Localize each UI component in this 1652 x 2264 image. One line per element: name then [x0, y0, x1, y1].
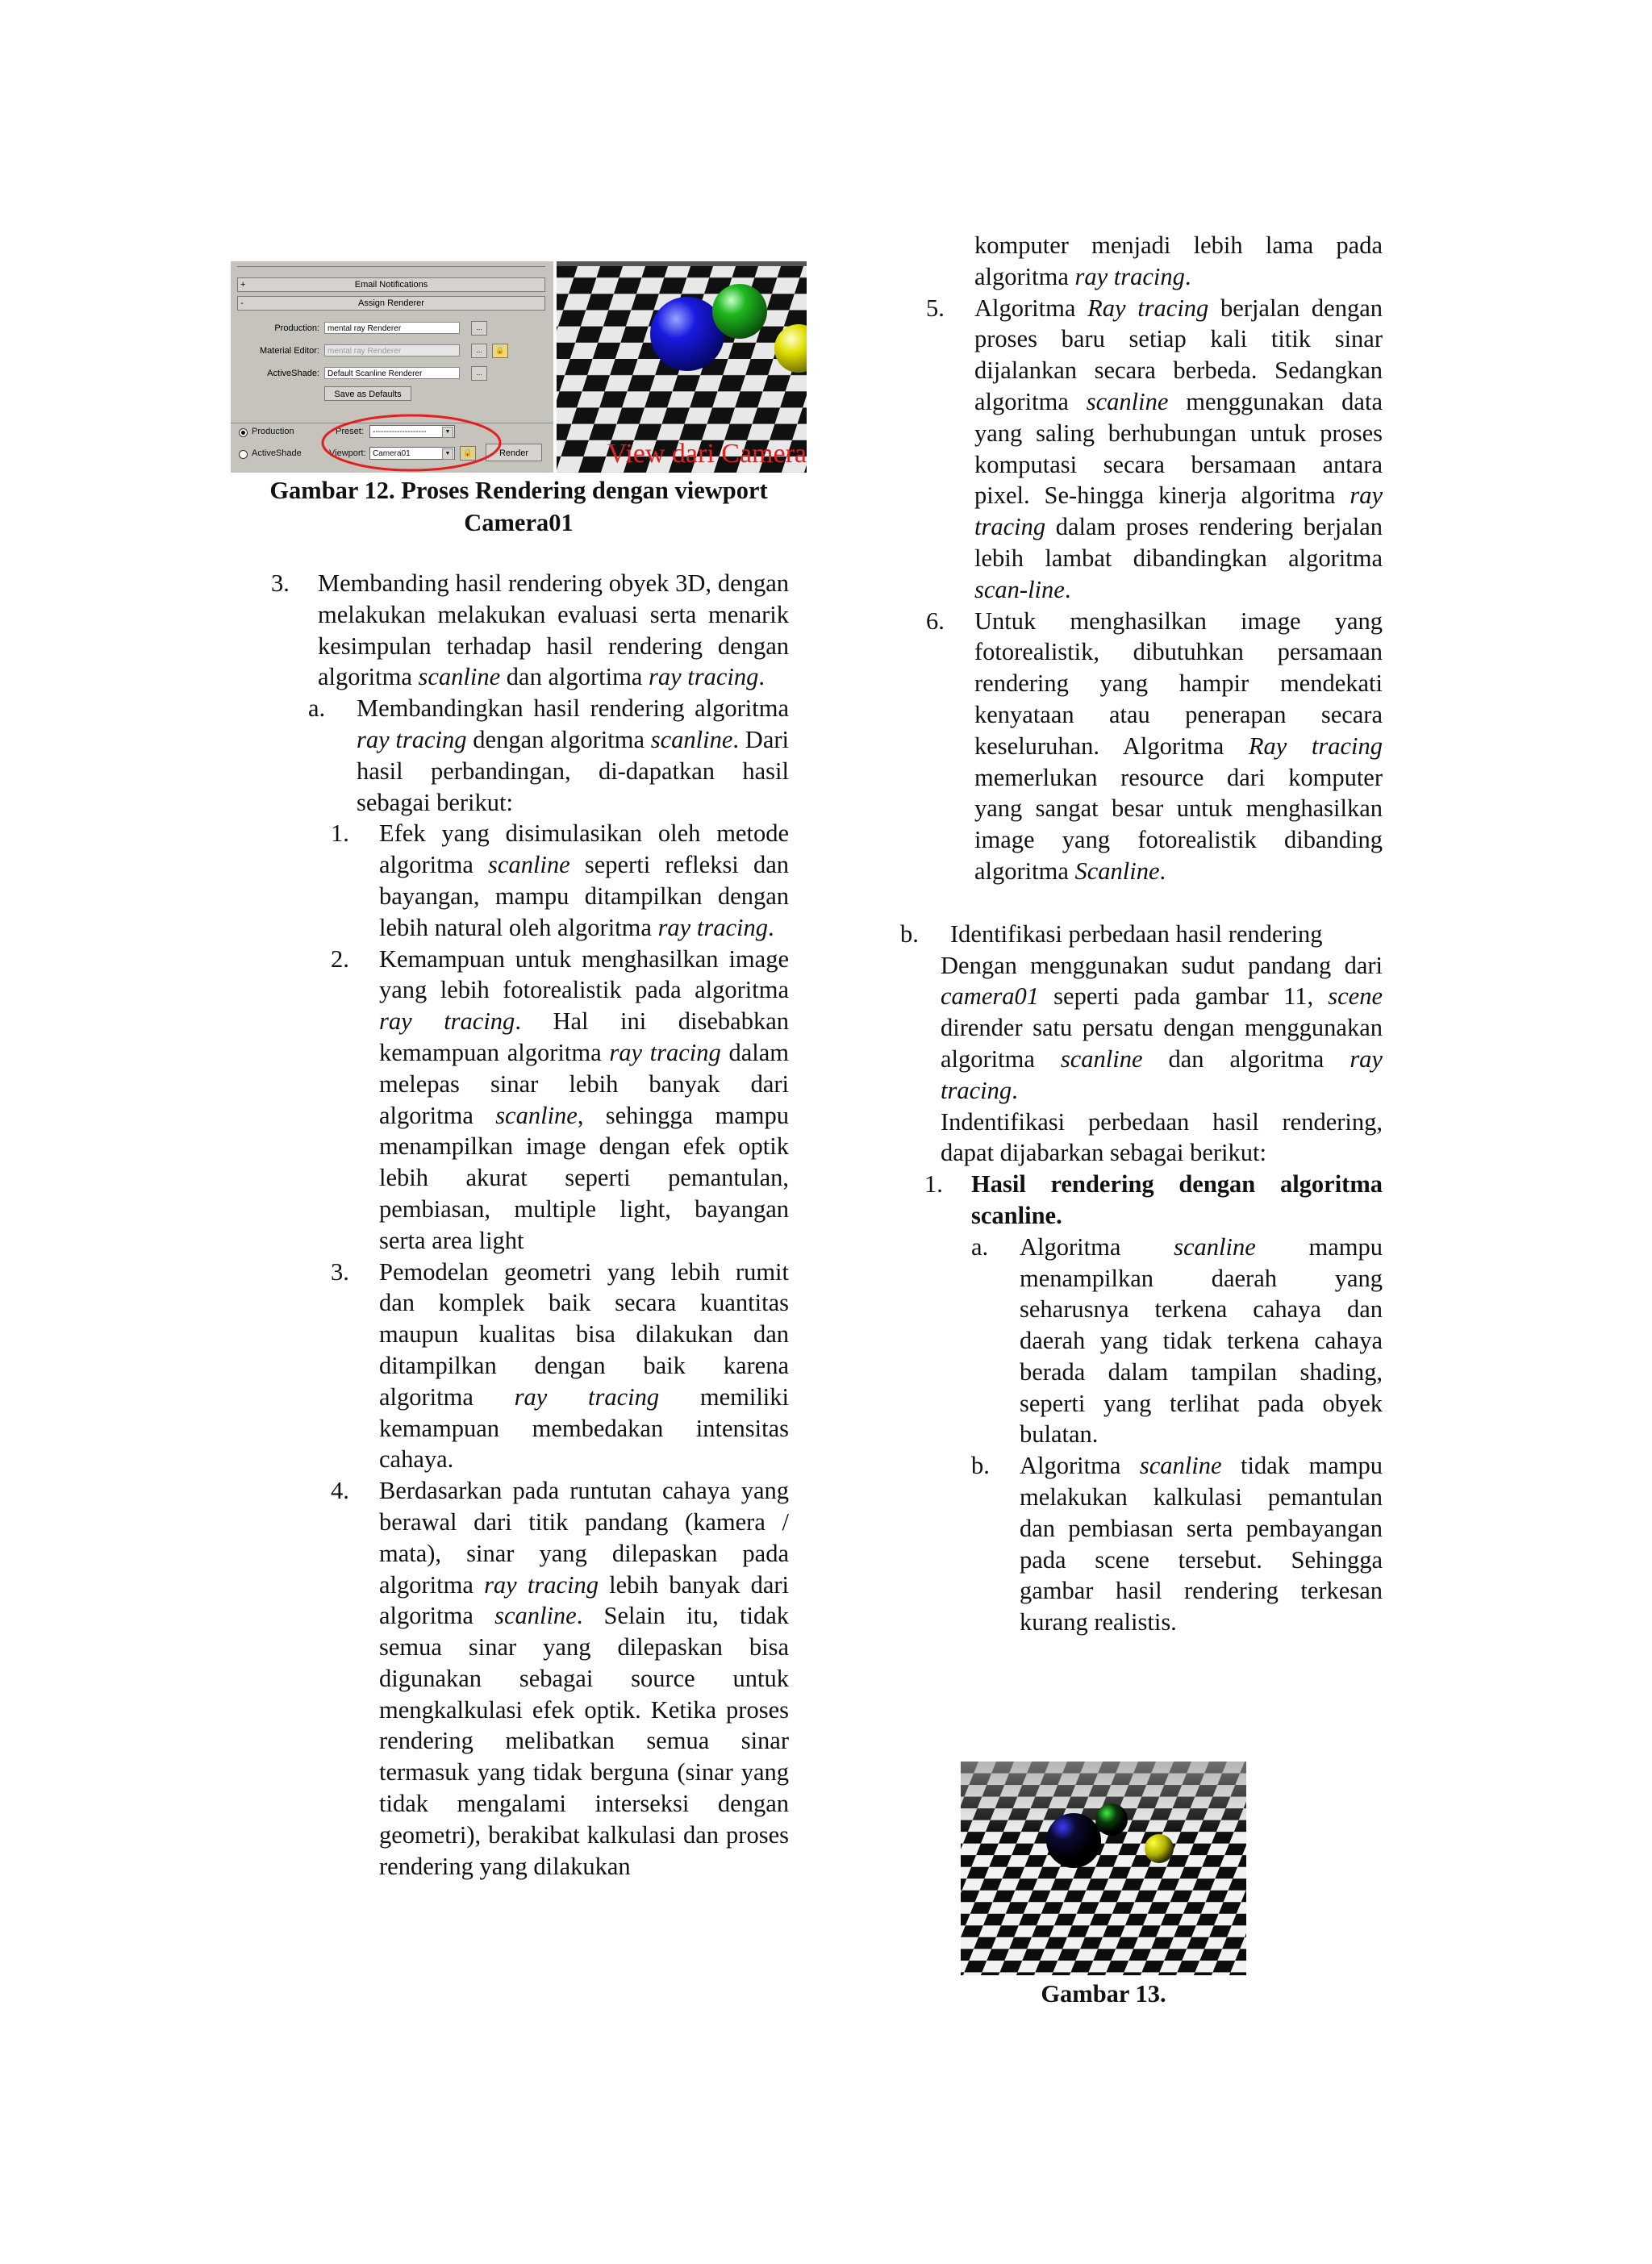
list-item-2: [266, 944, 789, 1257]
production-radio-label: Production: [252, 427, 294, 436]
figure-13-caption: Gambar 13.: [1041, 1980, 1166, 2008]
figure-13: [961, 1762, 1246, 1975]
item-number: 6.: [926, 607, 945, 635]
scanline-render-image: [961, 1762, 1246, 1975]
result-item-a: [895, 1232, 1383, 1451]
list-item-6: [895, 606, 1383, 887]
paragraph: Algoritma scanline mampu menampilkan daerah yang seharusnya terkena cahaya dan daerah yang tidak terkena cahaya berada dalam tampilan shading, seperti yang terlihat pada obyek bulatan.: [1020, 1232, 1383, 1449]
blue-sphere: [1046, 1813, 1101, 1868]
section-heading: Identifikasi perbedaan hasil rendering: [950, 919, 1323, 948]
chevron-down-icon: ▼: [442, 448, 453, 460]
result-item-b: [895, 1450, 1383, 1638]
yellow-sphere: [1145, 1834, 1174, 1863]
viewport-lock-icon[interactable]: 🔒: [460, 446, 476, 461]
result-heading: Hasil rendering dengan algoritma scanline.: [971, 1170, 1383, 1229]
item-number: 4.: [331, 1477, 349, 1505]
list-item-a: [266, 693, 789, 818]
item-letter: b.: [900, 919, 919, 948]
item-number: 1.: [331, 819, 349, 848]
camera-viewport: [557, 261, 807, 473]
right-column: [895, 230, 1383, 1638]
paragraph: Untuk menghasilkan image yang fotorealistik, dibutuhkan persamaan rendering yang hampir mendekati kenyataan atau penerapan secara keseluruhan. Algoritma Ray tracing memerlukan resource dari komputer yang sangat besar untuk menghasilkan image yang fotorealistik dibanding algoritma Scanline.: [974, 607, 1383, 885]
green-sphere: [1095, 1803, 1128, 1836]
item-letter: b.: [971, 1452, 990, 1480]
item-number: 3.: [331, 1257, 349, 1286]
paragraph: Indentifikasi perbedaan hasil rendering, dapat dijabarkan sebagai berikut:: [941, 1107, 1383, 1167]
list-item-1: [266, 818, 789, 943]
paragraph: Dengan menggunakan sudut pandang dari camera01 seperti pada gambar 11, scene dirender satu persatu dengan menggunakan algoritma scanline dan algoritma ray tracing.: [941, 951, 1383, 1104]
paragraph: Efek yang disimulasikan oleh metode algoritma scanline seperti refleksi dan bayangan, mampu ditampilkan dengan lebih natural oleh algoritma ray tracing.: [379, 819, 789, 941]
left-column: [266, 568, 789, 1882]
paragraph: Algoritma Ray tracing berjalan dengan proses baru setiap kali titik sinar dijalankan secara berbeda. Sedangkan algoritma scanline menggunakan data yang saling berhubungan untuk proses komputasi secara bersamaan antara pixel. Se-hingga kinerja algoritma ray tracing dalam proses rendering berjalan lebih lambat dibandingkan algoritma scan-line.: [974, 294, 1383, 603]
item-number: 3.: [271, 569, 290, 597]
continued-paragraph: [895, 230, 1383, 293]
list-item-3b: [266, 1257, 789, 1476]
paragraph: Algoritma scanline tidak mampu melakukan kalkulasi pemantulan dan pembiasan serta pembayangan pada scene tersebut. Sehingga gambar hasil rendering terkesan kurang realistis.: [1020, 1452, 1383, 1637]
production-label: Production:: [274, 323, 319, 333]
material-editor-label: Material Editor:: [260, 346, 319, 356]
section-b-heading: [895, 919, 1383, 950]
paragraph: Membanding hasil rendering obyek 3D, dengan melakukan melakukan evaluasi serta menarik kesimpulan terhadap hasil rendering dengan algoritma scanline dan algortima ray tracing.: [318, 569, 789, 691]
assign-renderer-rollout[interactable]: - Assign Renderer: [237, 296, 545, 311]
material-editor-choose-button[interactable]: ...: [471, 344, 487, 358]
render-button[interactable]: Render: [486, 444, 542, 461]
list-item-3: [266, 568, 789, 693]
item-number: 5.: [926, 294, 945, 322]
activeshade-radio[interactable]: [239, 450, 248, 459]
result-heading-1: [895, 1169, 1383, 1232]
item-letter: a.: [308, 694, 326, 723]
caption-line: Gambar 12. Proses Rendering dengan viewport: [269, 477, 768, 504]
viewport-dropdown[interactable]: [369, 447, 455, 460]
save-as-defaults-button[interactable]: Save as Defaults: [324, 386, 411, 401]
email-notifications-rollout[interactable]: + Email Notifications: [237, 277, 545, 292]
production-renderer-field[interactable]: mental ray Renderer: [324, 322, 460, 334]
item-letter: a.: [971, 1232, 989, 1261]
preset-value: --------------------: [373, 427, 427, 436]
activeshade-renderer-field[interactable]: Default Scanline Renderer: [324, 367, 460, 379]
paragraph: komputer menjadi lebih lama pada algoritma ray tracing.: [974, 231, 1383, 290]
production-radio[interactable]: [239, 428, 248, 437]
viewport-annotation: View dari Camera: [607, 439, 807, 469]
item-number: 2.: [331, 944, 349, 973]
activeshade-choose-button[interactable]: ...: [471, 366, 487, 381]
preset-label: Preset:: [336, 427, 364, 436]
green-sphere: [712, 284, 767, 339]
paragraph: Membandingkan hasil rendering algoritma ray tracing dengan algoritma scanline. Dari hasil perbandingan, di-dapatkan hasil sebagai berikut:: [357, 694, 790, 816]
viewport-label: Viewport:: [329, 448, 366, 458]
item-number: 1.: [924, 1170, 943, 1199]
list-item-5: [895, 293, 1383, 606]
paragraph: Kemampuan untuk menghasilkan image yang lebih fotorealistik pada algoritma ray tracing. Hal ini disebabkan kemampuan algoritma ray tracing dalam melepas sinar lebih banyak dari algoritma scanline, sehingga mampu menampilkan image dengan efek optik lebih akurat seperti pemantulan, pembiasan, multiple light, bayangan serta area light: [379, 944, 789, 1254]
paragraph: Pemodelan geometri yang lebih rumit dan komplek baik secara kuantitas maupun kualitas bisa dilakukan dan ditampilkan dengan baik karena algoritma ray tracing memiliki kemampuan membedakan intensitas cahaya.: [379, 1257, 789, 1474]
paragraph: Berdasarkan pada runtutan cahaya yang berawal dari titik pandang (kamera / mata), sinar yang dilepaskan pada algoritma ray tracing lebih banyak dari algoritma scanline. Selain itu, tidak semua sinar yang dilepaskan bisa digunakan sebagai source untuk mengkalkulasi efek optik. Ketika proses rendering melibatkan semua sinar termasuk yang tidak berguna (sinar yang tidak mengalami interseksi dengan geometri), berakibat kalkulasi dan proses rendering yang dilakukan: [379, 1477, 789, 1880]
activeshade-label: ActiveShade:: [267, 369, 319, 378]
chevron-down-icon: ▼: [442, 427, 453, 438]
preset-dropdown[interactable]: [369, 425, 455, 438]
activeshade-radio-label: ActiveShade: [252, 448, 302, 458]
caption-line: Camera01: [464, 509, 574, 536]
render-setup-panel: [231, 261, 553, 473]
viewport-value: Camera01: [373, 449, 411, 458]
figure-12: [231, 261, 807, 473]
lock-icon[interactable]: 🔒: [492, 344, 508, 358]
material-editor-renderer-field[interactable]: mental ray Renderer: [324, 344, 460, 356]
list-item-4: [266, 1475, 789, 1882]
production-choose-button[interactable]: ...: [471, 321, 487, 336]
figure-12-caption: [231, 474, 807, 539]
section-b-body: [895, 950, 1383, 1170]
